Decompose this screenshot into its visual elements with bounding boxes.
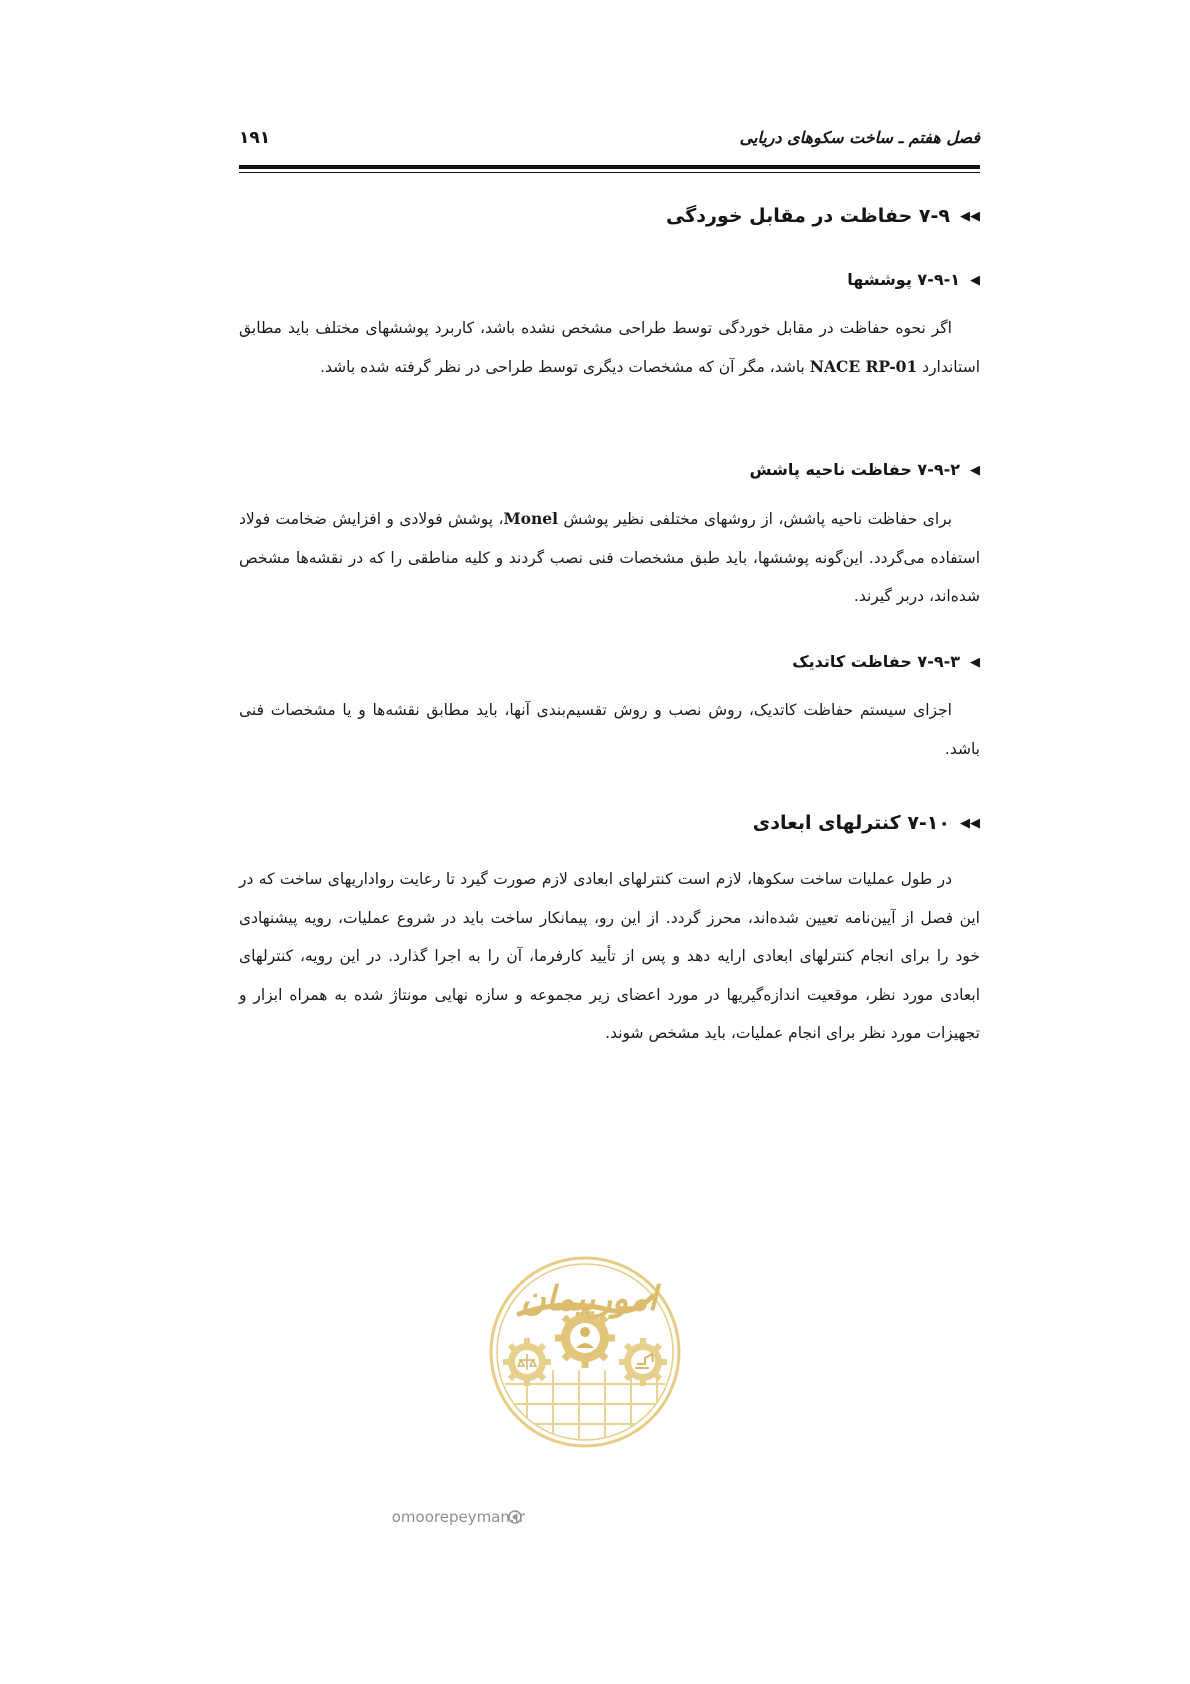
section-title: ۷-۱۰ کنترلهای ابعادی — [752, 812, 950, 834]
arrow-icon: ◀ — [970, 273, 980, 288]
subsection-heading-7-9-3 — [239, 652, 980, 671]
material-name: Monel — [503, 509, 559, 528]
arrow-icon: ◀ — [970, 463, 980, 478]
paragraph-coatings — [239, 309, 980, 386]
subsection-heading-7-9-2 — [239, 460, 980, 479]
paragraph-splash-zone — [239, 500, 980, 616]
section-heading-7-10 — [239, 812, 980, 834]
watermark-url: omoorepeyman.ir — [391, 1508, 525, 1526]
double-arrow-icon: ◀◀ — [960, 209, 980, 224]
paragraph-cathodic: اجزای سیستم حفاظت کاتدیک، روش نصب و روش تقسیم‌بندی آنها، باید مطابق نقشه‌ها و یا مشخصات فنی باشد. — [239, 701, 980, 758]
standard-code: NACE RP-01 — [809, 356, 918, 376]
section-title: ۷-۹ حفاظت در مقابل خوردگی — [666, 205, 950, 227]
paragraph-text: برای حفاظت ناحیه پاشش، از روشهای مختلفی نظیر پوشش — [558, 510, 952, 528]
subsection-title: ۷-۹-۱ پوششها — [847, 270, 960, 289]
paragraph-text: باشد، مگر آن که مشخصات دیگری توسط طراحی در نظر گرفته شده باشد. — [320, 357, 810, 376]
arrow-icon: ◀ — [970, 655, 980, 670]
paragraph-text: ، پوشش فولادی و افزایش ضخامت فولاد استفاده می‌گردد. این‌گونه پوششها، باید طبق مشخصات فنی نصب گردند و کلیه مناطقی را که در نقشه‌ها مشخص شده‌اند، دربر گیرند. — [239, 510, 980, 605]
subsection-title: ۷-۹-۲ حفاظت ناحیه پاشش — [749, 460, 960, 479]
paragraph-text: اگر نحوه حفاظت در مقابل خوردگی توسط طراحی مشخص نشده باشد، کاربرد پوششهای مختلف باید مطابق استاندارد — [239, 319, 980, 376]
page-header — [239, 128, 980, 162]
logo-text: امورپیمان — [520, 1279, 658, 1319]
header-rule-thick — [239, 165, 980, 169]
header-rule-thin — [239, 172, 980, 173]
watermark-seal — [391, 1252, 685, 1534]
double-arrow-icon: ◀◀ — [960, 816, 980, 831]
page-number: ۱۹۱ — [239, 128, 271, 148]
chapter-title: فصل هفتم ـ ساخت سکوهای دریایی — [739, 128, 980, 147]
subsection-title: ۷-۹-۳ حفاظت کاتدیک — [792, 652, 960, 671]
subsection-heading-7-9-1 — [239, 270, 980, 289]
section-heading-7-9 — [239, 205, 980, 227]
paragraph-dimensional-control: در طول عملیات ساخت سکوها، لازم است کنترلهای ابعادی لازم صورت گیرد تا رعایت رواداریهای ساخت که در این فصل از آیین‌نامه تعیین شده‌اند، محرز گردد. از این رو، پیمانکار ساخت باید در شروع عملیات، رویه پیشنهادی خود را برای انجام کنترلهای ابعادی ارایه دهد و پس از تأیید کارفرما، آن را به اجرا گذارد. در این رویه، کنترلهای ابعادی مورد نظر، موقعیت اندازه‌گیریها در مورد اعضای زیر مجموعه و سازه نهایی مونتاژ شده به همراه ابزار و تجهیزات مورد نظر برای انجام عملیات، باید مشخص شوند. — [239, 870, 980, 1042]
